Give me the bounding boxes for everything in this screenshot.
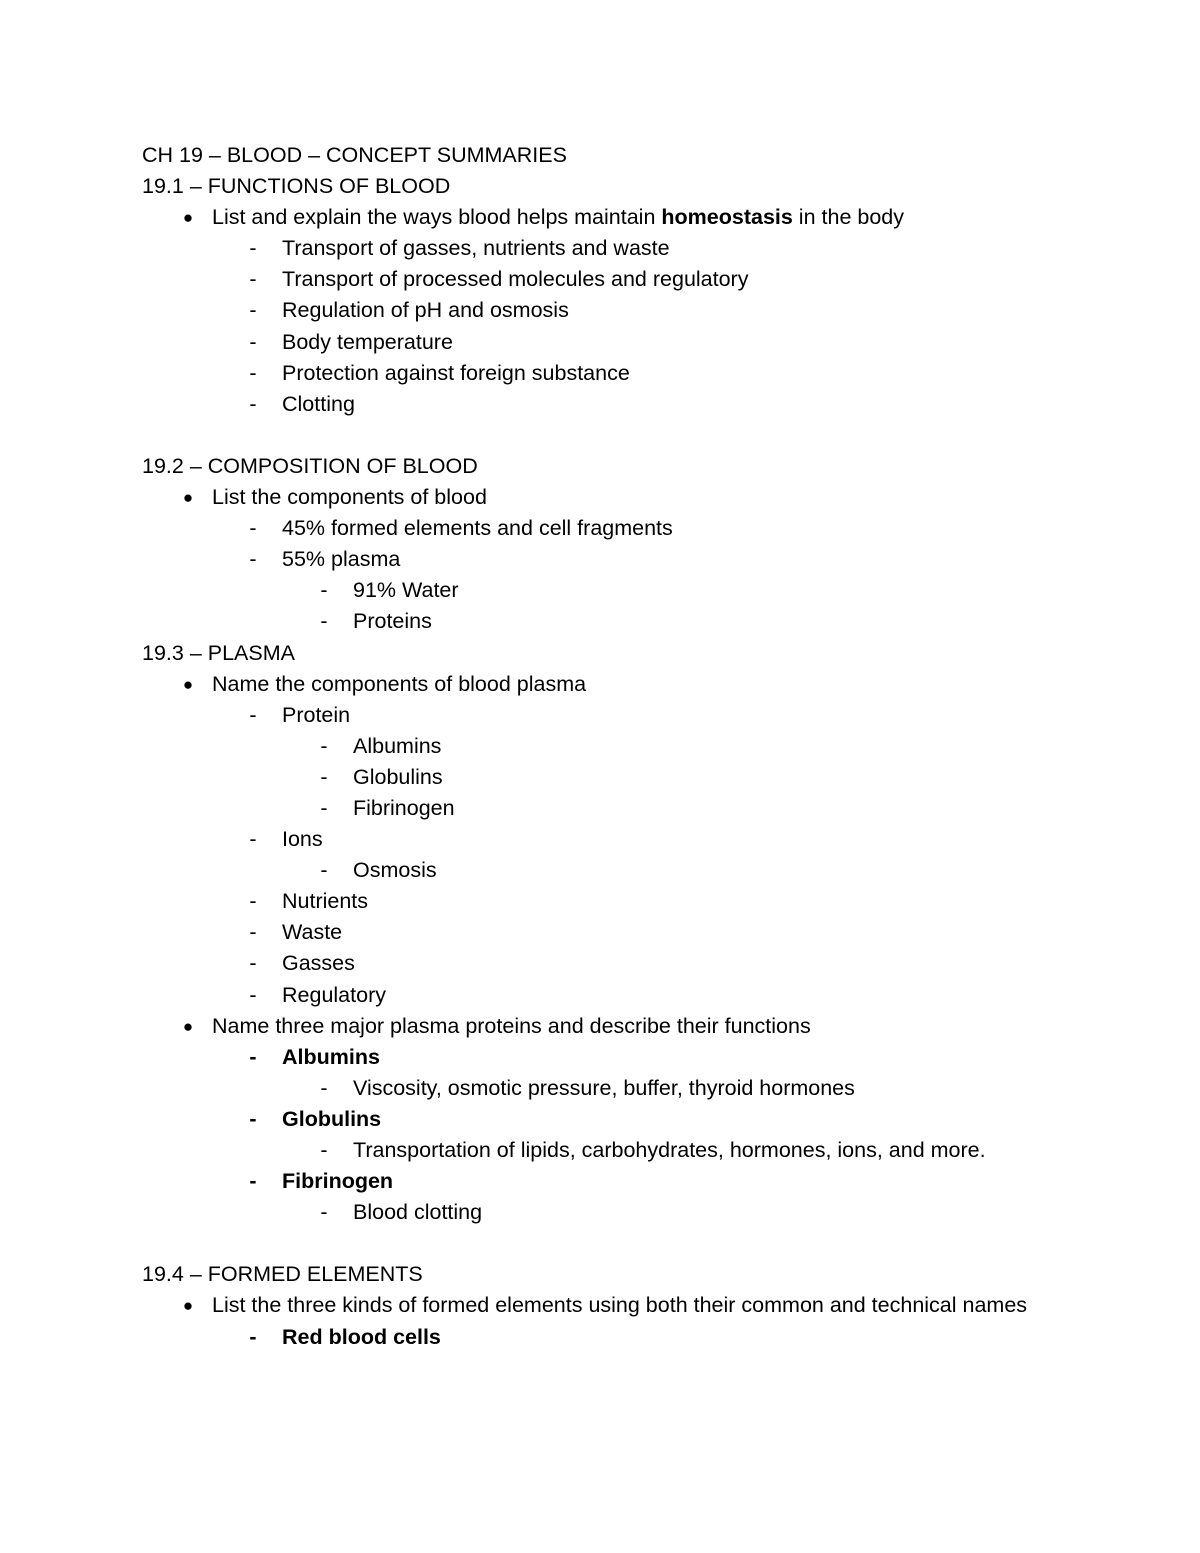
dash-marker: - xyxy=(249,827,257,852)
sub-list-item xyxy=(142,575,1102,606)
list-item-text: Clotting xyxy=(282,391,355,416)
bullet-item xyxy=(142,669,1102,700)
list-item-bold xyxy=(142,1042,1102,1073)
sub-list-item xyxy=(142,1197,1102,1228)
list-item-text: 55% plasma xyxy=(282,547,401,572)
protein-desc: Viscosity, osmotic pressure, buffer, thyroid hormones xyxy=(353,1075,855,1100)
dash-marker: - xyxy=(249,516,257,541)
list-item-text: Red blood cells xyxy=(282,1324,441,1349)
protein-desc: Blood clotting xyxy=(353,1200,483,1225)
list-item xyxy=(142,358,1102,389)
list-item xyxy=(142,980,1102,1011)
list-item xyxy=(142,948,1102,979)
dash-marker: - xyxy=(249,391,257,416)
bullet-text: List the components of blood xyxy=(212,485,487,510)
bullet-text: Name the components of blood plasma xyxy=(212,671,587,696)
dash-marker: - xyxy=(320,764,328,789)
protein-name: Fibrinogen xyxy=(282,1169,394,1194)
dash-marker: - xyxy=(249,951,257,976)
list-item xyxy=(142,544,1102,575)
list-item-text: Waste xyxy=(282,920,343,945)
sub-list-item xyxy=(142,793,1102,824)
list-item xyxy=(142,700,1102,731)
dash-marker: - xyxy=(249,329,257,354)
dash-marker: - xyxy=(320,609,328,634)
dash-marker: - xyxy=(320,1075,328,1100)
section-heading-19-1: 19.1 – FUNCTIONS OF BLOOD xyxy=(142,174,451,199)
dash-marker: - xyxy=(249,982,257,1007)
dash-marker: - xyxy=(249,702,257,727)
bullet-marker: ● xyxy=(182,674,194,694)
list-item-text: Transport of gasses, nutrients and waste xyxy=(282,236,670,261)
list-item-text: Nutrients xyxy=(282,889,369,914)
sub-list-item-text: Fibrinogen xyxy=(353,795,455,820)
list-item xyxy=(142,295,1102,326)
bullet-item xyxy=(142,202,1102,233)
list-item-text: 45% formed elements and cell fragments xyxy=(282,516,673,541)
bullet-marker: ● xyxy=(182,488,194,508)
list-item xyxy=(142,917,1102,948)
list-item xyxy=(142,886,1102,917)
list-item-text: Regulation of pH and osmosis xyxy=(282,298,569,323)
dash-marker: - xyxy=(320,858,328,883)
blank-line xyxy=(142,420,1102,451)
dash-marker: - xyxy=(249,360,257,385)
protein-name: Globulins xyxy=(282,1106,382,1131)
list-item-text: Ions xyxy=(282,827,323,852)
list-item-text: Protection against foreign substance xyxy=(282,360,630,385)
list-item xyxy=(142,824,1102,855)
sub-list-item xyxy=(142,1073,1102,1104)
list-item xyxy=(142,264,1102,295)
list-item xyxy=(142,389,1102,420)
sub-list-item xyxy=(142,1135,1102,1166)
list-item xyxy=(142,327,1102,358)
dash-marker: - xyxy=(320,795,328,820)
dash-marker: - xyxy=(320,1138,328,1162)
sub-list-item xyxy=(142,762,1102,793)
list-item-bold xyxy=(142,1104,1102,1135)
sub-list-item-text: Proteins xyxy=(353,609,432,634)
dash-marker: - xyxy=(320,578,328,603)
dash-marker: - xyxy=(320,1200,328,1225)
list-item xyxy=(142,233,1102,264)
document-body xyxy=(142,140,1102,1353)
section-heading-19-3: 19.3 – PLASMA xyxy=(142,640,295,665)
sub-list-item-text: Globulins xyxy=(353,764,443,789)
section-heading-19-4: 19.4 – FORMED ELEMENTS xyxy=(142,1262,423,1287)
bullet-text-pre: List and explain the ways blood helps maintain xyxy=(212,205,662,230)
dash-marker: - xyxy=(249,889,257,914)
sub-list-item-text: Albumins xyxy=(353,733,442,758)
dash-marker: - xyxy=(249,236,257,261)
sub-list-item xyxy=(142,606,1102,637)
sub-list-item-text: Osmosis xyxy=(353,858,437,883)
list-item-bold xyxy=(142,1166,1102,1197)
bullet-marker: ● xyxy=(182,208,194,228)
bullet-text: Name three major plasma proteins and describe their functions xyxy=(212,1013,811,1038)
list-item-text: Body temperature xyxy=(282,329,453,354)
section-heading-19-2: 19.2 – COMPOSITION OF BLOOD xyxy=(142,453,478,478)
bullet-marker: ● xyxy=(182,1016,194,1036)
sub-list-item xyxy=(142,731,1102,762)
list-item xyxy=(142,513,1102,544)
dash-marker: - xyxy=(249,267,257,292)
dash-marker: - xyxy=(249,920,257,945)
protein-name: Albumins xyxy=(282,1044,380,1069)
protein-desc: Transportation of lipids, carbohydrates, hormones, ions, and more. xyxy=(353,1138,986,1162)
dash-marker: - xyxy=(320,733,328,758)
dash-marker: - xyxy=(249,1106,257,1131)
bullet-marker: ● xyxy=(182,1296,194,1316)
dash-marker: - xyxy=(249,298,257,323)
bullet-item xyxy=(142,1011,1102,1042)
list-item-text: Gasses xyxy=(282,951,355,976)
list-item-text: Protein xyxy=(282,702,351,727)
document-title: CH 19 – BLOOD – CONCEPT SUMMARIES xyxy=(142,143,567,167)
dash-marker: - xyxy=(249,547,257,572)
bullet-text-post: in the body xyxy=(792,205,904,230)
blank-line xyxy=(142,1228,1102,1259)
bullet-item xyxy=(142,1290,1102,1321)
bullet-item xyxy=(142,482,1102,513)
list-item-text: Transport of processed molecules and regulatory xyxy=(282,267,749,292)
dash-marker: - xyxy=(249,1169,257,1194)
dash-marker: - xyxy=(249,1044,257,1069)
bullet-text-bold: homeostasis xyxy=(661,205,793,230)
list-item-text: Regulatory xyxy=(282,982,386,1007)
dash-marker: - xyxy=(249,1324,257,1349)
bullet-text: List the three kinds of formed elements using both their common and technical names xyxy=(212,1293,1028,1318)
sub-list-item xyxy=(142,855,1102,886)
sub-list-item-text: 91% Water xyxy=(353,578,459,603)
list-item-bold xyxy=(142,1322,1102,1353)
